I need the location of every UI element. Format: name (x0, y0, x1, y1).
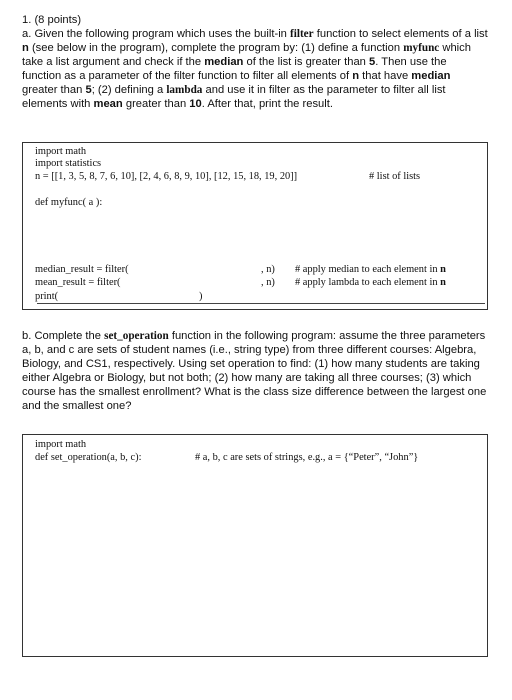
keyword-lambda: lambda (166, 83, 203, 96)
keyword-filter: filter (290, 28, 314, 40)
part-a-text: a. Given the following program which uses the built-in filter function to select elements of a list n (see below in the program), complete the program by: (1) define a function myfunc which take a list argument and check if the median of the list is greater than 5. Then use the function as a parameter of the filter function to filter all elements of n that have median greater than 5; (2) defining a lambda and use it in filter as the parameter to filter all list elements with mean greater than 10. After that, print the result. (22, 28, 488, 110)
code-a-line-7-close: ) (199, 291, 203, 302)
code-a-line-7: print( (35, 291, 59, 302)
keyword-n-2: n (352, 69, 360, 82)
keyword-set-operation: set_operation (104, 330, 169, 342)
keyword-median-2: median (411, 69, 451, 82)
code-a-line-5-comment: # apply median to each element in n (295, 264, 446, 275)
code-box-a (22, 142, 488, 310)
keyword-median: median (204, 55, 244, 68)
code-a-line-4: def myfunc( a ): (35, 197, 103, 208)
code-a-line-3-comment: # list of lists (369, 171, 421, 182)
code-a-line-1: import math (35, 146, 87, 157)
code-a-line-2: import statistics (35, 158, 102, 169)
keyword-myfunc: myfunc (403, 41, 440, 54)
keyword-n: n (22, 41, 29, 54)
keyword-mean: mean (93, 97, 123, 110)
code-a-line-3: n = [[1, 3, 5, 8, 7, 6, 10], [2, 4, 6, 8, 9, 10], [12, 15, 18, 19, 20]] (35, 171, 298, 182)
code-b-line-2: def set_operation(a, b, c): (35, 452, 142, 463)
question-title: 1. (8 points) (22, 14, 82, 26)
code-a-line-6: mean_result = filter( (35, 277, 121, 288)
code-b-line-1: import math (35, 439, 87, 450)
code-a-line-5-mid: , n) (261, 264, 275, 275)
code-a-bottom-rule (37, 303, 485, 304)
code-a-line-6-comment: # apply lambda to each element in n (295, 277, 446, 288)
part-b-text: b. Complete the set_operation function in the following program: assume the three parameters a, b, and c are sets of student names (i.e., string type) from three different courses: Algebra, Biology, and CS1, respectively. Using set operation to find: (1) how many students are taking either Algebra or Biology, but not both; (2) how many are taking all three courses; (3) which course has the smallest enrollment? What is the class size difference between the largest one and the smallest one? (22, 330, 487, 412)
code-b-line-2-comment: # a, b, c are sets of strings, e.g., a = {“Peter”, “John”} (195, 452, 419, 463)
keyword-five-2: 5 (85, 83, 92, 96)
code-a-line-5: median_result = filter( (35, 264, 129, 275)
keyword-ten: 10 (189, 97, 202, 110)
code-box-b (22, 434, 488, 657)
code-a-line-6-mid: , n) (261, 277, 275, 288)
keyword-five: 5 (369, 55, 376, 68)
